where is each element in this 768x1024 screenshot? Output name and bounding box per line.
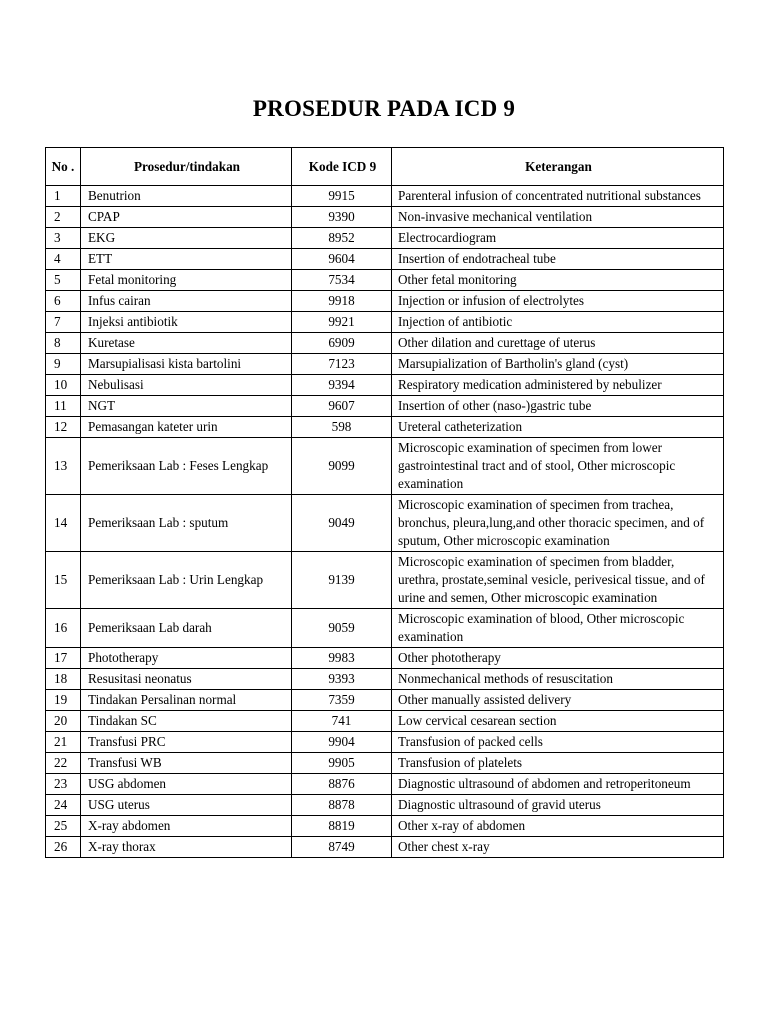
cell-kode: 8876 xyxy=(292,774,392,795)
table-row xyxy=(46,417,724,438)
cell-prosedur: Resusitasi neonatus xyxy=(81,669,292,690)
cell-kode: 741 xyxy=(292,711,392,732)
table-row xyxy=(46,837,724,858)
cell-no: 18 xyxy=(46,669,81,690)
cell-keterangan: Non-invasive mechanical ventilation xyxy=(392,207,724,228)
cell-kode: 8819 xyxy=(292,816,392,837)
cell-prosedur: EKG xyxy=(81,228,292,249)
cell-kode: 9390 xyxy=(292,207,392,228)
cell-no: 16 xyxy=(46,609,81,648)
cell-keterangan: Low cervical cesarean section xyxy=(392,711,724,732)
table-row xyxy=(46,669,724,690)
table-row xyxy=(46,375,724,396)
cell-no: 4 xyxy=(46,249,81,270)
cell-prosedur: Pemeriksaan Lab : Urin Lengkap xyxy=(81,552,292,609)
cell-kode: 6909 xyxy=(292,333,392,354)
cell-no: 10 xyxy=(46,375,81,396)
cell-prosedur: USG uterus xyxy=(81,795,292,816)
cell-keterangan: Ureteral catheterization xyxy=(392,417,724,438)
cell-keterangan: Microscopic examination of specimen from trachea, bronchus, pleura,lung,and other thoracic specimen, and of sputum, Other microscopic examination xyxy=(392,495,724,552)
cell-keterangan: Marsupialization of Bartholin's gland (cyst) xyxy=(392,354,724,375)
cell-prosedur: X-ray thorax xyxy=(81,837,292,858)
cell-no: 22 xyxy=(46,753,81,774)
cell-no: 2 xyxy=(46,207,81,228)
cell-prosedur: Injeksi antibiotik xyxy=(81,312,292,333)
table-row xyxy=(46,648,724,669)
cell-no: 1 xyxy=(46,186,81,207)
cell-kode: 7534 xyxy=(292,270,392,291)
cell-prosedur: Phototherapy xyxy=(81,648,292,669)
cell-keterangan: Other phototherapy xyxy=(392,648,724,669)
cell-prosedur: Kuretase xyxy=(81,333,292,354)
cell-no: 12 xyxy=(46,417,81,438)
table-row xyxy=(46,753,724,774)
table-row xyxy=(46,552,724,609)
cell-no: 21 xyxy=(46,732,81,753)
table-row xyxy=(46,186,724,207)
cell-kode: 9604 xyxy=(292,249,392,270)
cell-prosedur: USG abdomen xyxy=(81,774,292,795)
cell-prosedur: Pemasangan kateter urin xyxy=(81,417,292,438)
table-header-row xyxy=(46,148,724,186)
table-row xyxy=(46,438,724,495)
cell-no: 6 xyxy=(46,291,81,312)
page-title: PROSEDUR PADA ICD 9 xyxy=(252,96,516,121)
cell-prosedur: Transfusi PRC xyxy=(81,732,292,753)
header-keterangan: Keterangan xyxy=(392,148,724,186)
cell-keterangan: Insertion of other (naso-)gastric tube xyxy=(392,396,724,417)
header-kode: Kode ICD 9 xyxy=(292,148,392,186)
cell-prosedur: Pemeriksaan Lab darah xyxy=(81,609,292,648)
cell-kode: 9904 xyxy=(292,732,392,753)
cell-no: 26 xyxy=(46,837,81,858)
cell-kode: 9394 xyxy=(292,375,392,396)
cell-keterangan: Injection of antibiotic xyxy=(392,312,724,333)
cell-no: 13 xyxy=(46,438,81,495)
cell-keterangan: Microscopic examination of blood, Other microscopic examination xyxy=(392,609,724,648)
cell-kode: 9915 xyxy=(292,186,392,207)
header-prosedur: Prosedur/tindakan xyxy=(81,148,292,186)
cell-no: 17 xyxy=(46,648,81,669)
cell-no: 9 xyxy=(46,354,81,375)
table-row xyxy=(46,711,724,732)
cell-kode: 8878 xyxy=(292,795,392,816)
cell-kode: 7123 xyxy=(292,354,392,375)
cell-prosedur: Pemeriksaan Lab : Feses Lengkap xyxy=(81,438,292,495)
cell-prosedur: Fetal monitoring xyxy=(81,270,292,291)
cell-no: 20 xyxy=(46,711,81,732)
cell-prosedur: Infus cairan xyxy=(81,291,292,312)
cell-prosedur: CPAP xyxy=(81,207,292,228)
cell-prosedur: Pemeriksaan Lab : sputum xyxy=(81,495,292,552)
cell-keterangan: Electrocardiogram xyxy=(392,228,724,249)
cell-prosedur: Marsupialisasi kista bartolini xyxy=(81,354,292,375)
cell-kode: 9139 xyxy=(292,552,392,609)
cell-no: 3 xyxy=(46,228,81,249)
cell-prosedur: X-ray abdomen xyxy=(81,816,292,837)
cell-no: 5 xyxy=(46,270,81,291)
cell-prosedur: Transfusi WB xyxy=(81,753,292,774)
cell-keterangan: Diagnostic ultrasound of abdomen and retroperitoneum xyxy=(392,774,724,795)
cell-kode: 598 xyxy=(292,417,392,438)
table-row xyxy=(46,333,724,354)
cell-keterangan: Other x-ray of abdomen xyxy=(392,816,724,837)
cell-keterangan: Microscopic examination of specimen from bladder, urethra, prostate,seminal vesicle, perivesical tissue, and of urine and semen, Other microscopic examination xyxy=(392,552,724,609)
cell-no: 11 xyxy=(46,396,81,417)
table-row xyxy=(46,354,724,375)
table-row xyxy=(46,690,724,711)
cell-kode: 8749 xyxy=(292,837,392,858)
table-row xyxy=(46,774,724,795)
cell-kode: 9918 xyxy=(292,291,392,312)
cell-keterangan: Transfusion of platelets xyxy=(392,753,724,774)
cell-prosedur: ETT xyxy=(81,249,292,270)
cell-prosedur: Tindakan SC xyxy=(81,711,292,732)
cell-no: 8 xyxy=(46,333,81,354)
cell-prosedur: NGT xyxy=(81,396,292,417)
cell-no: 14 xyxy=(46,495,81,552)
table-row xyxy=(46,249,724,270)
table-row xyxy=(46,732,724,753)
table-row xyxy=(46,609,724,648)
cell-kode: 9049 xyxy=(292,495,392,552)
cell-keterangan: Insertion of endotracheal tube xyxy=(392,249,724,270)
cell-keterangan: Other dilation and curettage of uterus xyxy=(392,333,724,354)
cell-kode: 9393 xyxy=(292,669,392,690)
cell-kode: 8952 xyxy=(292,228,392,249)
cell-no: 23 xyxy=(46,774,81,795)
cell-keterangan: Other chest x-ray xyxy=(392,837,724,858)
cell-keterangan: Transfusion of packed cells xyxy=(392,732,724,753)
table-row xyxy=(46,291,724,312)
table-row xyxy=(46,228,724,249)
cell-kode: 9921 xyxy=(292,312,392,333)
cell-keterangan: Injection or infusion of electrolytes xyxy=(392,291,724,312)
cell-kode: 9607 xyxy=(292,396,392,417)
header-no: No . xyxy=(46,148,81,186)
cell-no: 7 xyxy=(46,312,81,333)
cell-kode: 7359 xyxy=(292,690,392,711)
cell-prosedur: Benutrion xyxy=(81,186,292,207)
cell-kode: 9983 xyxy=(292,648,392,669)
cell-keterangan: Other manually assisted delivery xyxy=(392,690,724,711)
cell-keterangan: Microscopic examination of specimen from lower gastrointestinal tract and of stool, Other microscopic examination xyxy=(392,438,724,495)
table-row xyxy=(46,795,724,816)
cell-keterangan: Nonmechanical methods of resuscitation xyxy=(392,669,724,690)
cell-prosedur: Nebulisasi xyxy=(81,375,292,396)
cell-keterangan: Diagnostic ultrasound of gravid uterus xyxy=(392,795,724,816)
cell-no: 19 xyxy=(46,690,81,711)
cell-kode: 9905 xyxy=(292,753,392,774)
cell-keterangan: Respiratory medication administered by nebulizer xyxy=(392,375,724,396)
cell-no: 15 xyxy=(46,552,81,609)
table-body xyxy=(46,186,724,858)
cell-keterangan: Other fetal monitoring xyxy=(392,270,724,291)
table-row xyxy=(46,207,724,228)
cell-keterangan: Parenteral infusion of concentrated nutritional substances xyxy=(392,186,724,207)
cell-no: 25 xyxy=(46,816,81,837)
cell-prosedur: Tindakan Persalinan normal xyxy=(81,690,292,711)
table-row xyxy=(46,495,724,552)
cell-kode: 9059 xyxy=(292,609,392,648)
cell-no: 24 xyxy=(46,795,81,816)
table-row xyxy=(46,270,724,291)
table-row xyxy=(46,312,724,333)
icd9-table xyxy=(45,147,724,858)
cell-kode: 9099 xyxy=(292,438,392,495)
table-row xyxy=(46,396,724,417)
table-row xyxy=(46,816,724,837)
